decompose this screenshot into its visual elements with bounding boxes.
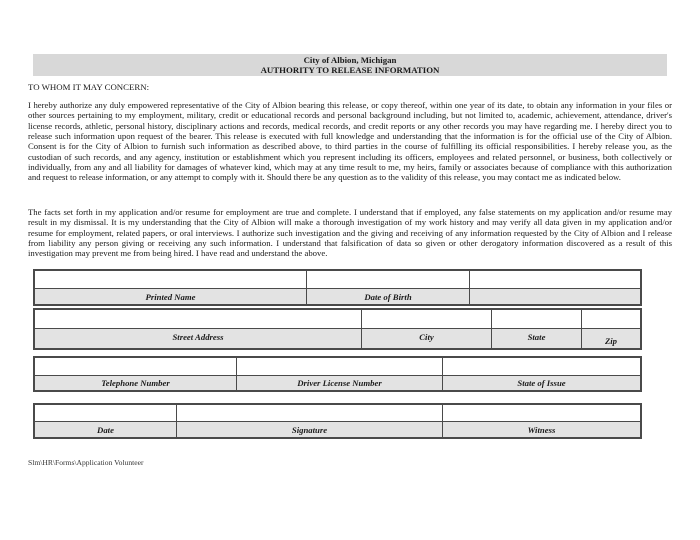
form-reference-code: Slm\HR\Forms\Application Volunteer: [28, 458, 144, 467]
certification-paragraph: The facts set forth in my application and/or resume for employment are true and complete. I understand that if employed, any false statements on my application and/or resume may result in my dismissal. It is my understanding that the City of Albion will make a thorough investigation of my work history and may verify all data given in my application and/or resume for employment, related papers, or oral interviews. I authorize such investigation and the giving and receiving of any information requested by the City of Albion and I release from liability any person giving or receiving any such information. I understand that falsification of data so given or other derogatory information discovered as a result of this investigation may prevent me from being hired. I have read and understand the above.: [28, 207, 672, 259]
header-title-line: AUTHORITY TO RELEASE INFORMATION: [260, 65, 440, 75]
state-label: State: [492, 329, 582, 348]
input-row: [35, 405, 640, 421]
label-row: [35, 421, 640, 437]
date-label: Date: [35, 422, 177, 437]
street-address-label: Street Address: [35, 329, 362, 348]
input-row: [35, 358, 640, 375]
date-input[interactable]: [35, 405, 177, 421]
signature-input[interactable]: [177, 405, 443, 421]
witness-label: Witness: [527, 425, 556, 435]
driver-license-number-label: Driver License Number: [237, 376, 443, 390]
telephone-number-input[interactable]: [35, 358, 237, 375]
printed-name-input[interactable]: [35, 271, 307, 288]
street-address-input[interactable]: [35, 310, 362, 328]
telephone-number-label: Telephone Number: [35, 376, 237, 390]
date-of-birth-label: Date of Birth: [307, 289, 470, 304]
extra-input[interactable]: [470, 271, 640, 288]
authorization-paragraph: I hereby authorize any duly empowered representative of the City of Albion bearing this release, or copy thereof, within one year of its date, to obtain any information in your files or other sources pertaining to my employment, military, credit or educational records and personal background including, but not limited to, academic, achievement, attendance, driver's license records, athletic, personal history, disciplinary actions and records, medical records, and credit reports or any other records you may have regarding me. I hereby direct you to release such information upon request of the bearer. This release is executed with full knowledge and understanding that the information is for the official use of the City of Albion. Consent is for the City of Albion to furnish such information as described above, to third parties in the course of fulfilling its official responsibilities. I hereby release you, as the custodian of such records, and any agency, institution or establishment which you represent including its officers, employees and related personnel, or business, both collectively or individually, from any and all liability for damages of whatever kind, which may at any time result to me, my heirs, family or associates because of compliance with this authorization and request to release information, or any attempt to comply with it. Should there be any question as to the validity of this release, you may contact me as indicated below.: [28, 100, 672, 183]
form-table-name-dob: [33, 269, 642, 306]
input-row: [35, 310, 640, 328]
zip-input[interactable]: [582, 310, 640, 328]
state-of-issue-label: State of Issue: [517, 378, 566, 388]
form-table-phone-license: [33, 356, 642, 392]
state-of-issue-input[interactable]: [443, 358, 640, 375]
state-input[interactable]: [492, 310, 582, 328]
header-org-line: City of Albion, Michigan: [303, 55, 397, 65]
label-row: [35, 328, 640, 348]
extra-label: [470, 289, 640, 304]
document-header-banner: [33, 54, 667, 76]
form-table-address: [33, 308, 642, 350]
form-table-date-signature: [33, 403, 642, 439]
witness-input[interactable]: [443, 405, 640, 421]
label-row: [35, 288, 640, 304]
printed-name-label: Printed Name: [35, 289, 307, 304]
signature-label: Signature: [177, 422, 443, 437]
city-input[interactable]: [362, 310, 492, 328]
input-row: [35, 271, 640, 288]
zip-label: Zip: [604, 336, 618, 346]
date-of-birth-input[interactable]: [307, 271, 470, 288]
city-label: City: [362, 329, 492, 348]
driver-license-number-input[interactable]: [237, 358, 443, 375]
label-row: [35, 375, 640, 390]
salutation: TO WHOM IT MAY CONCERN:: [28, 82, 150, 92]
